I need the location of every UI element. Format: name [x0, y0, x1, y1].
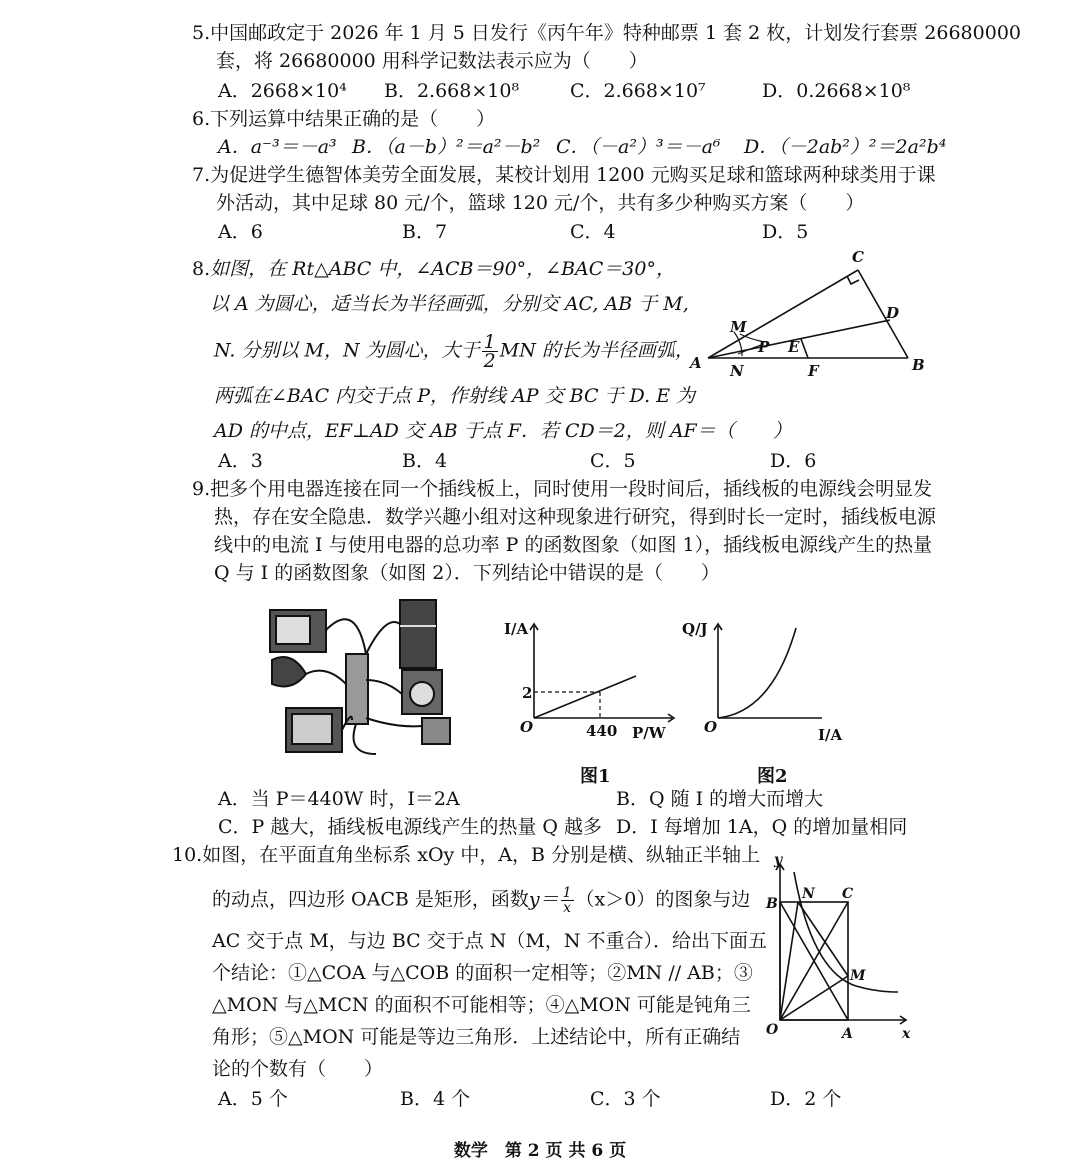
q10-label-c: C: [842, 886, 854, 902]
q9-figure1-caption: 图1: [580, 766, 611, 787]
q7-line2: 外活动，其中足球 80 元/个，篮球 120 元/个，共有多少种购买方案（ ）: [216, 192, 865, 214]
q8-label-b: B: [912, 356, 925, 374]
q8-label-f: F: [808, 362, 819, 380]
q7-number: 7.: [192, 164, 211, 186]
q10-label-o: O: [766, 1022, 779, 1038]
q6-text: 下列运算中结果正确的是（ ）: [210, 108, 496, 130]
q6-option-b: B．（a－b）²＝a²－b²: [352, 136, 541, 158]
q5-option-d: D．0.2668×10⁸: [762, 80, 911, 102]
q5-option-b: B．2.668×10⁸: [384, 80, 520, 102]
q10-option-a: A．5 个: [218, 1088, 288, 1110]
q8-segment-ef: [801, 339, 808, 358]
q10-segment-om: [780, 976, 848, 1020]
q8-label-n: N: [730, 362, 744, 380]
q9-fig1-ylabel: I/A: [504, 620, 529, 638]
fridge-icon: [400, 600, 436, 668]
q8-label-e: E: [788, 338, 800, 356]
q9-line3: 线中的电流 I 与使用电器的总功率 P 的函数图象（如图 1），插线板电源线产生的热量: [214, 534, 933, 556]
q6-option-a: A．a⁻³＝－a³: [218, 136, 337, 158]
power-strip-icon: [346, 654, 368, 724]
q8-label-m: M: [730, 318, 747, 336]
q10-label-m: M: [850, 968, 866, 984]
q5-line1: [192, 20, 1021, 46]
q8-right-angle-mark: [847, 276, 859, 284]
q8-fraction-numerator: 1: [483, 331, 496, 353]
q10-line1: [172, 842, 760, 868]
q10-line2-end: （x＞0）的图象与边: [575, 888, 751, 911]
q9-fig1-y-tick: 2: [522, 684, 533, 702]
q8-label-p: P: [758, 338, 770, 356]
q9-fig2-ylabel: Q/J: [682, 620, 708, 638]
q9-option-c: C．P 越大，插线板电源线产生的热量 Q 越多: [218, 816, 603, 838]
q9-figure2-chart: [682, 612, 862, 748]
q10-line5: △MON 与△MCN 的面积不可能相等；④△MON 可能是钝角三: [212, 994, 751, 1016]
q7-option-a: A．6: [218, 221, 263, 243]
q9-fig1-x-tick: 440: [586, 722, 618, 740]
q10-fraction-numerator: 1: [562, 885, 572, 901]
q9-number: 9.: [192, 478, 211, 500]
q5-line2: 套，将 26680000 用科学记数法表示应为（ ）: [216, 50, 648, 72]
q10-line2: [212, 886, 750, 915]
q9-fig2-curve: [718, 628, 796, 718]
q6-number: 6.: [192, 108, 211, 130]
q10-function-y: y＝: [528, 888, 559, 911]
q5-option-c: C．2.668×10⁷: [570, 80, 706, 102]
q10-label-a: A: [842, 1026, 853, 1042]
q10-label-y: y: [774, 852, 783, 868]
q10-label-x: x: [902, 1026, 911, 1042]
q8-line3: [214, 333, 694, 370]
q8-number: 8.: [192, 258, 211, 280]
iron-icon: [272, 657, 306, 686]
q8-option-a: A．3: [218, 450, 263, 472]
q8-fraction: [482, 333, 498, 370]
q7-line1: [192, 162, 936, 188]
q8-segment-ac: [708, 270, 858, 358]
q9-text: 把多个用电器连接在同一个插线板上，同时使用一段时间后，插线板的电源线会明显发: [210, 478, 933, 500]
q10-coordinate-figure: [756, 852, 916, 1042]
q8-triangle-figure: [680, 244, 940, 384]
q8-label-c: C: [852, 248, 864, 266]
q8-line3-start: N. 分别以 M，N 为圆心，大于: [214, 339, 480, 362]
q8-line4: 两弧在∠BAC 内交于点 P，作射线 AP 交 BC 于 D. E 为: [214, 385, 696, 407]
q8-line1: [192, 256, 675, 282]
q9-fig2-xlabel: I/A: [818, 726, 843, 744]
q8-line2: 以 A 为圆心，适当长为半径画弧，分别交 AC, AB 于 M,: [210, 293, 689, 315]
q10-text: 如图，在平面直角坐标系 xOy 中，A，B 分别是横、纵轴正半轴上: [202, 844, 761, 866]
q7-option-c: C．4: [570, 221, 616, 243]
q7-text: 为促进学生德智体美劳全面发展，某校计划用 1200 元购买足球和篮球两种球类用于课: [210, 164, 936, 186]
q10-line6: 角形；⑤△MON 可能是等边三角形．上述结论中，所有正确结: [212, 1026, 741, 1048]
q10-line2-start: 的动点，四边形 OACB 是矩形，函数: [212, 888, 529, 911]
q10-segment-mn: [798, 902, 848, 976]
q9-line1: [192, 476, 932, 502]
q10-label-n: N: [802, 886, 815, 902]
q8-line5: AD 的中点，EF⊥AD 交 AB 于点 F．若 CD＝2，则 AF＝（ ）: [214, 420, 792, 442]
q9-appliances-illustration: [262, 590, 472, 760]
q10-option-c: C．3 个: [590, 1088, 661, 1110]
q8-option-c: C．5: [590, 450, 636, 472]
q10-line7: 论的个数有（ ）: [212, 1058, 384, 1080]
q9-fig1-xlabel: P/W: [632, 724, 666, 742]
q9-figure2-caption: 图2: [757, 766, 788, 787]
q10-line3: AC 交于点 M，与边 BC 交于点 N（M，N 不重合）．给出下面五: [212, 930, 768, 952]
q8-fraction-denominator: 2: [483, 350, 496, 372]
q5-number: 5.: [192, 22, 211, 44]
page-footer: 数学 第 2 页 共 6 页: [453, 1141, 627, 1161]
q9-line4: Q 与 I 的函数图象（如图 2）．下列结论中错误的是（ ）: [214, 562, 720, 584]
q9-fig1-origin: O: [520, 718, 534, 736]
power-cord: [326, 619, 366, 654]
q10-fraction: [561, 886, 574, 915]
q8-option-d: D．6: [770, 450, 817, 472]
q9-option-b: B．Q 随 I 的增大而增大: [616, 788, 824, 810]
q6-option-c: C．（－a²）³＝－a⁶: [556, 136, 721, 158]
q10-segment-on: [780, 902, 798, 1020]
q8-text: 如图，在 Rt△ABC 中，∠ACB＝90°，∠BAC＝30°，: [210, 258, 675, 280]
q8-label-a: A: [690, 354, 702, 372]
q10-line4: 个结论：①△COA 与△COB 的面积一定相等；②MN // AB；③: [212, 962, 753, 984]
q6-line1: [192, 106, 495, 132]
q8-line3-end: MN 的长为半径画弧，: [499, 339, 694, 362]
q10-option-d: D．2 个: [770, 1088, 842, 1110]
q5-text: 中国邮政定于 2026 年 1 月 5 日发行《丙午年》特种邮票 1 套 2 枚，计划发行套票 26680000: [210, 22, 1021, 44]
q8-segment-cb: [858, 270, 908, 358]
q9-fig2-origin: O: [704, 718, 718, 736]
q10-fraction-denominator: x: [563, 900, 572, 916]
q10-label-b: B: [766, 896, 778, 912]
q7-option-d: D．5: [762, 221, 809, 243]
rice-cooker-icon: [422, 718, 450, 744]
q9-line2: 热，存在安全隐患．数学兴趣小组对这种现象进行研究，得到时长一定时，插线板电源: [214, 506, 937, 528]
q10-number: 10.: [172, 844, 203, 866]
q8-label-d: D: [886, 304, 900, 322]
q9-figure1-chart: [502, 612, 682, 748]
q6-option-d: D．（－2ab²）²＝2a²b⁴: [744, 136, 947, 158]
q9-fig1-line: [534, 676, 636, 718]
q8-option-b: B．4: [402, 450, 448, 472]
q5-option-a: A．2668×10⁴: [218, 80, 347, 102]
q9-option-a: A．当 P＝440W 时，I＝2A: [218, 788, 460, 810]
q9-option-d: D．I 每增加 1A，Q 的增加量相同: [616, 816, 908, 838]
q10-option-b: B．4 个: [400, 1088, 471, 1110]
q7-option-b: B．7: [402, 221, 448, 243]
